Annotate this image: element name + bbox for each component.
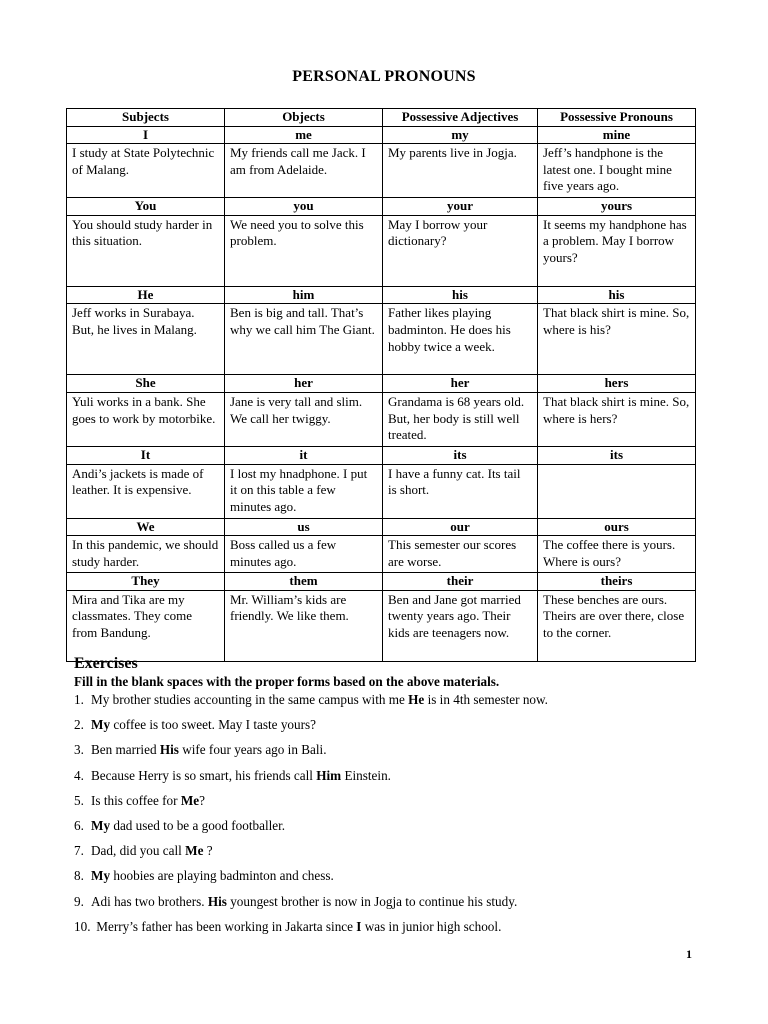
pronoun-forms-row bbox=[67, 375, 696, 393]
object-form: it bbox=[225, 446, 383, 464]
exercise-answer: Me bbox=[185, 843, 204, 859]
example-sentences-row bbox=[67, 304, 696, 375]
exercise-answer: His bbox=[159, 742, 179, 758]
subject-form: They bbox=[67, 573, 225, 591]
object-form: him bbox=[225, 286, 383, 304]
header-possessive-adjectives: Possessive Adjectives bbox=[383, 109, 538, 127]
exercise-number: 6. bbox=[74, 817, 84, 833]
subject-form: He bbox=[67, 286, 225, 304]
object-example: Ben is big and tall. That’s why we call him The Giant. bbox=[225, 304, 383, 375]
exercise-text-after: ? bbox=[199, 792, 206, 808]
exercises-heading: Exercises bbox=[74, 655, 138, 672]
object-example: I lost my hnadphone. I put it on this table a few minutes ago. bbox=[225, 464, 383, 518]
exercise-item bbox=[74, 692, 714, 717]
subject-example: You should study harder in this situation. bbox=[67, 215, 225, 286]
exercise-text-after: was in junior high school. bbox=[361, 918, 502, 934]
header-possessive-pronouns: Possessive Pronouns bbox=[538, 109, 696, 127]
exercise-item bbox=[74, 742, 714, 767]
possessive-pronoun-example: These benches are ours. Theirs are over there, close to the corner. bbox=[538, 590, 696, 661]
pronoun-forms-row bbox=[67, 446, 696, 464]
exercise-text-before: My brother studies accounting in the same campus with me bbox=[91, 692, 409, 707]
possessive-pronoun-form: ours bbox=[538, 518, 696, 536]
subject-form: She bbox=[67, 375, 225, 393]
exercise-text-before: Is this coffee for bbox=[91, 792, 181, 808]
exercise-text-before: Because Herry is so smart, his friends call bbox=[91, 767, 317, 783]
possessive-adjective-example: Grandama is 68 years old. But, her body is still well treated. bbox=[383, 392, 538, 446]
exercise-text-after: youngest brother is now in Jogja to continue his study. bbox=[226, 893, 518, 909]
possessive-adjective-form: their bbox=[383, 573, 538, 591]
exercise-answer: My bbox=[91, 868, 111, 884]
table-header-row bbox=[67, 109, 696, 127]
possessive-pronoun-form: its bbox=[538, 446, 696, 464]
header-subjects: Subjects bbox=[67, 109, 225, 127]
possessive-pronoun-form: theirs bbox=[538, 573, 696, 591]
exercise-item bbox=[74, 868, 714, 893]
exercise-text-after: is in 4th semester now. bbox=[424, 692, 548, 707]
object-example: Jane is very tall and slim. We call her twiggy. bbox=[225, 392, 383, 446]
exercise-item bbox=[74, 717, 714, 742]
example-sentences-row bbox=[67, 464, 696, 518]
pronoun-forms-row bbox=[67, 518, 696, 536]
exercise-number: 9. bbox=[74, 893, 84, 909]
exercise-number: 4. bbox=[74, 767, 84, 783]
possessive-adjective-form: my bbox=[383, 126, 538, 144]
possessive-adjective-form: her bbox=[383, 375, 538, 393]
exercise-item bbox=[74, 919, 714, 944]
possessive-pronoun-example bbox=[538, 464, 696, 518]
example-sentences-row bbox=[67, 215, 696, 286]
possessive-pronoun-form: yours bbox=[538, 198, 696, 216]
object-form: you bbox=[225, 198, 383, 216]
exercise-number: 10. bbox=[74, 918, 91, 934]
subject-example: Yuli works in a bank. She goes to work by motorbike. bbox=[67, 392, 225, 446]
possessive-adjective-example: This semester our scores are worse. bbox=[383, 536, 538, 573]
object-example: Mr. William’s kids are friendly. We like them. bbox=[225, 590, 383, 661]
subject-example: Andi’s jackets is made of leather. It is expensive. bbox=[67, 464, 225, 518]
example-sentences-row bbox=[67, 590, 696, 661]
possessive-pronoun-example: Jeff’s handphone is the latest one. I bought mine five years ago. bbox=[538, 144, 696, 198]
pronoun-forms-row bbox=[67, 198, 696, 216]
possessive-adjective-example: May I borrow your dictionary? bbox=[383, 215, 538, 286]
pronouns-table bbox=[66, 108, 696, 662]
exercise-number: 8. bbox=[74, 868, 84, 884]
possessive-adjective-example: Father likes playing badminton. He does his hobby twice a week. bbox=[383, 304, 538, 375]
exercise-number: 5. bbox=[74, 792, 84, 808]
subject-example: I study at State Polytechnic of Malang. bbox=[67, 144, 225, 198]
exercise-answer: Him bbox=[316, 767, 342, 783]
exercise-text-after: coffee is too sweet. May I taste yours? bbox=[110, 717, 316, 733]
exercise-list bbox=[74, 692, 714, 944]
exercise-answer: My bbox=[91, 817, 111, 833]
object-form: me bbox=[225, 126, 383, 144]
exercise-number: 3. bbox=[74, 742, 84, 758]
possessive-pronoun-example: That black shirt is mine. So, where is hers? bbox=[538, 392, 696, 446]
subject-example: Mira and Tika are my classmates. They come from Bandung. bbox=[67, 590, 225, 661]
exercise-item bbox=[74, 818, 714, 843]
subject-form: It bbox=[67, 446, 225, 464]
exercise-text-before: Ben married bbox=[91, 742, 160, 758]
exercise-text-before: Adi has two brothers. bbox=[91, 893, 208, 909]
exercise-number: 2. bbox=[74, 717, 84, 733]
exercise-text-after: ? bbox=[203, 843, 213, 859]
exercise-text-after: hoobies are playing badminton and chess. bbox=[110, 868, 334, 884]
subject-form: I bbox=[67, 126, 225, 144]
object-form: her bbox=[225, 375, 383, 393]
object-form: them bbox=[225, 573, 383, 591]
subject-example: In this pandemic, we should study harder. bbox=[67, 536, 225, 573]
exercise-text-before: Dad, did you call bbox=[91, 843, 186, 859]
possessive-pronoun-example: It seems my handphone has a problem. May I borrow yours? bbox=[538, 215, 696, 286]
subject-example: Jeff works in Surabaya. But, he lives in Malang. bbox=[67, 304, 225, 375]
exercise-item bbox=[74, 843, 714, 868]
header-objects: Objects bbox=[225, 109, 383, 127]
example-sentences-row bbox=[67, 536, 696, 573]
object-example: My friends call me Jack. I am from Adelaide. bbox=[225, 144, 383, 198]
pronoun-forms-row bbox=[67, 286, 696, 304]
subject-form: We bbox=[67, 518, 225, 536]
possessive-adjective-form: its bbox=[383, 446, 538, 464]
possessive-pronoun-form: hers bbox=[538, 375, 696, 393]
possessive-pronoun-example: The coffee there is yours. Where is ours? bbox=[538, 536, 696, 573]
possessive-adjective-example: My parents live in Jogja. bbox=[383, 144, 538, 198]
possessive-adjective-example: I have a funny cat. Its tail is short. bbox=[383, 464, 538, 518]
exercise-answer: My bbox=[91, 717, 111, 733]
exercise-answer: Me bbox=[180, 792, 200, 808]
exercise-text-after: wife four years ago in Bali. bbox=[178, 742, 327, 758]
exercise-answer: He bbox=[408, 692, 425, 707]
exercise-item bbox=[74, 793, 714, 818]
possessive-pronoun-example: That black shirt is mine. So, where is his? bbox=[538, 304, 696, 375]
subject-form: You bbox=[67, 198, 225, 216]
possessive-adjective-form: your bbox=[383, 198, 538, 216]
page-number: 1 bbox=[686, 947, 692, 961]
pronoun-forms-row bbox=[67, 126, 696, 144]
possessive-pronoun-form: mine bbox=[538, 126, 696, 144]
exercise-text-before: Merry’s father has been working in Jakarta since bbox=[93, 918, 357, 934]
exercise-number: 7. bbox=[74, 843, 84, 859]
exercise-answer: His bbox=[207, 893, 227, 909]
exercise-text-after: dad used to be a good footballer. bbox=[110, 817, 286, 833]
example-sentences-row bbox=[67, 392, 696, 446]
example-sentences-row bbox=[67, 144, 696, 198]
object-form: us bbox=[225, 518, 383, 536]
page-title: PERSONAL PRONOUNS bbox=[292, 68, 476, 85]
possessive-adjective-example: Ben and Jane got married twenty years ago. Their kids are teenagers now. bbox=[383, 590, 538, 661]
possessive-pronoun-form: his bbox=[538, 286, 696, 304]
exercise-number: 1. bbox=[74, 692, 84, 707]
object-example: We need you to solve this problem. bbox=[225, 215, 383, 286]
possessive-adjective-form: his bbox=[383, 286, 538, 304]
exercise-answer: I bbox=[356, 918, 362, 934]
possessive-adjective-form: our bbox=[383, 518, 538, 536]
exercise-item bbox=[74, 894, 714, 919]
exercise-item bbox=[74, 768, 714, 793]
exercise-text-after: Einstein. bbox=[341, 767, 391, 783]
object-example: Boss called us a few minutes ago. bbox=[225, 536, 383, 573]
pronoun-forms-row bbox=[67, 573, 696, 591]
exercises-instruction: Fill in the blank spaces with the proper forms based on the above materials. bbox=[74, 674, 500, 689]
